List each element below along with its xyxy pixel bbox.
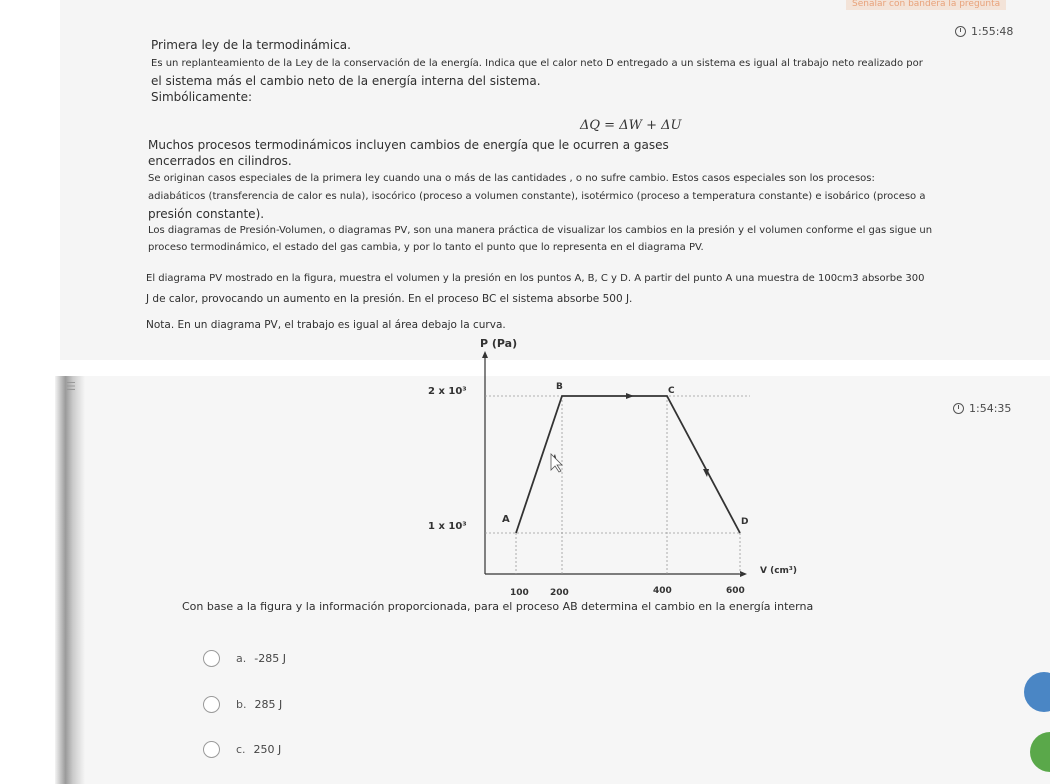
clock-icon bbox=[955, 26, 966, 37]
option-c[interactable] bbox=[203, 741, 281, 758]
y-tick-1e3: 1 x 10³ bbox=[428, 521, 467, 532]
point-d-label: D bbox=[741, 517, 749, 527]
intro-p1a: Es un replanteamiento de la Ley de la conservación de la energía. Indica que el calor neto D entregado a un sistema es igual al trabajo neto realizado por bbox=[151, 58, 923, 69]
intro-p5b: J de calor, provocando un aumento en la presión. En el proceso BC el sistema absorbe 500 J. bbox=[146, 293, 633, 305]
x-axis-arrow-icon bbox=[740, 571, 747, 577]
radio-button[interactable] bbox=[203, 650, 220, 667]
intro-p1b: el sistema más el cambio neto de la energía interna del sistema. bbox=[151, 74, 541, 88]
x-tick-400: 400 bbox=[653, 586, 672, 596]
timer-top bbox=[955, 25, 1013, 38]
radio-button[interactable] bbox=[203, 696, 220, 713]
intro-p5a: El diagrama PV mostrado en la figura, muestra el volumen y la presión en los puntos A, B, C y D. A partir del punto A una muestra de 100cm3 absorbe 300 bbox=[146, 273, 925, 284]
intro-note: Nota. En un diagrama PV, el trabajo es igual al área debajo la curva. bbox=[146, 319, 506, 331]
y-tick-2e3: 2 x 10³ bbox=[428, 386, 467, 397]
option-c-letter: c. bbox=[236, 743, 246, 756]
option-a-text: -285 J bbox=[254, 652, 286, 665]
intro-p4a: Los diagramas de Presión-Volumen, o diagramas PV, son una manera práctica de visualizar los cambios en la presión y el volumen conforme el gas sigue un bbox=[148, 225, 933, 236]
option-a-letter: a. bbox=[236, 652, 247, 665]
option-c-text: 250 J bbox=[253, 743, 282, 756]
point-b-label: B bbox=[556, 382, 563, 392]
arrow-bc-icon bbox=[626, 393, 634, 399]
x-tick-100: 100 bbox=[510, 588, 529, 598]
option-b-letter: b. bbox=[236, 698, 247, 711]
mouse-cursor-icon bbox=[551, 454, 562, 472]
radio-button[interactable] bbox=[203, 741, 220, 758]
left-margin bbox=[0, 0, 60, 784]
first-law-equation: ΔQ = ΔW + ΔU bbox=[580, 118, 682, 133]
point-c-label: C bbox=[668, 386, 675, 396]
process-path bbox=[516, 396, 740, 533]
option-b[interactable] bbox=[203, 696, 282, 713]
y-axis-arrow-icon bbox=[482, 351, 488, 358]
intro-title: Primera ley de la termodinámica. bbox=[151, 38, 351, 52]
question-prompt: Con base a la figura y la información proporcionada, para el proceso AB determina el cambio en la energía interna bbox=[182, 600, 814, 613]
clock-icon bbox=[953, 403, 964, 414]
intro-p2b: encerrados en cilindros. bbox=[148, 154, 292, 168]
intro-symb: Simbólicamente: bbox=[151, 90, 253, 104]
intro-p4b: proceso termodinámico, el estado del gas cambia, y por lo tanto el punto que lo representa en el diagrama PV. bbox=[148, 242, 704, 253]
y-axis-label: P (Pa) bbox=[480, 338, 518, 350]
x-tick-600: 600 bbox=[726, 586, 745, 596]
option-b-text: 285 J bbox=[254, 698, 283, 711]
page-fold-shadow bbox=[55, 376, 85, 784]
intro-p3a: Se originan casos especiales de la primera ley cuando una o más de las cantidades , o no sufre cambio. Estos casos especiales son los procesos: bbox=[148, 173, 875, 184]
pv-diagram bbox=[410, 338, 830, 608]
intro-p2a: Muchos procesos termodinámicos incluyen cambios de energía que le ocurren a gases bbox=[148, 138, 669, 152]
point-a-label: A bbox=[502, 514, 510, 525]
timer-bottom bbox=[953, 402, 1011, 415]
x-tick-200: 200 bbox=[550, 588, 569, 598]
drawer-menu-icon[interactable]: ☰ bbox=[66, 380, 76, 393]
x-axis-label: V (cm³) bbox=[760, 566, 797, 576]
intro-p3b: adiabáticos (transferencia de calor es nula), isocórico (proceso a volumen constante), isotérmico (proceso a temperatura constante) e isobárico (proceso a bbox=[148, 191, 926, 202]
timer-top-value: 1:55:48 bbox=[971, 25, 1014, 38]
intro-p3c: presión constante). bbox=[148, 207, 265, 221]
option-a[interactable] bbox=[203, 650, 286, 667]
flag-question-link[interactable]: Señalar con bandera la pregunta bbox=[846, 0, 1006, 10]
timer-bottom-value: 1:54:35 bbox=[969, 402, 1012, 415]
